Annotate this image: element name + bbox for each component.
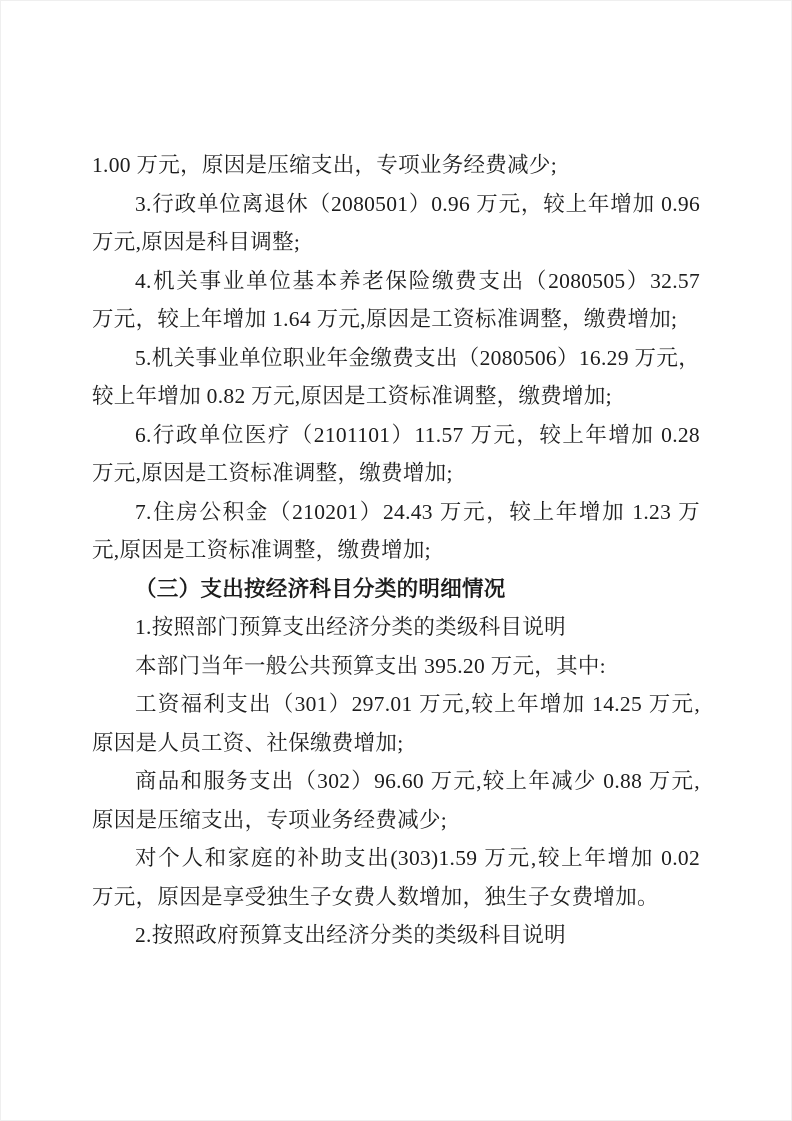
text-line: 5.机关事业单位职业年金缴费支出（2080506）16.29 万元，: [135, 345, 700, 370]
text-line: 万元,原因是工资标准调整，缴费增加;: [92, 461, 453, 485]
text-line: 元,原因是工资标准调整，缴费增加;: [92, 538, 431, 562]
text-line: 万元,原因是科目调整;: [92, 230, 301, 254]
text-line: 1.按照部门预算支出经济分类的类级科目说明: [135, 615, 566, 639]
text-line: 4.机关事业单位基本养老保险缴费支出（2080505）32.57: [135, 268, 700, 293]
text-line: 原因是人员工资、社保缴费增加;: [92, 730, 404, 755]
text-line: 较上年增加 0.82 万元,原因是工资标准调整，缴费增加;: [92, 384, 612, 408]
text-line: 原因是压缩支出，专项业务经费减少;: [92, 807, 448, 832]
text-line: 1.00 万元，原因是压缩支出，专项业务经费减少;: [92, 153, 557, 177]
text-line: 万元，原因是享受独生子女费人数增加，独生子女费增加。: [92, 884, 659, 909]
text-line: 6.行政单位医疗（2101101）11.57 万元，较上年增加 0.28: [135, 422, 700, 447]
document-body: [92, 146, 700, 955]
text-line: 商品和服务支出（302）96.60 万元,较上年减少 0.88 万元,: [135, 769, 700, 793]
section-heading: （三）支出按经济科目分类的明细情况: [135, 576, 506, 601]
text-line: 万元，较上年增加 1.64 万元,原因是工资标准调整，缴费增加;: [92, 307, 678, 331]
text-line: 对个人和家庭的补助支出(303)1.59 万元,较上年增加 0.02: [135, 846, 700, 870]
text-line: 7.住房公积金（210201）24.43 万元，较上年增加 1.23 万: [135, 499, 700, 524]
text-line: 2.按照政府预算支出经济分类的类级科目说明: [135, 923, 566, 947]
text-line: 3.行政单位离退休（2080501）0.96 万元，较上年增加 0.96: [135, 191, 700, 216]
text-line: 本部门当年一般公共预算支出 395.20 万元，其中:: [135, 653, 606, 678]
text-line: 工资福利支出（301）297.01 万元,较上年增加 14.25 万元,: [135, 692, 700, 716]
